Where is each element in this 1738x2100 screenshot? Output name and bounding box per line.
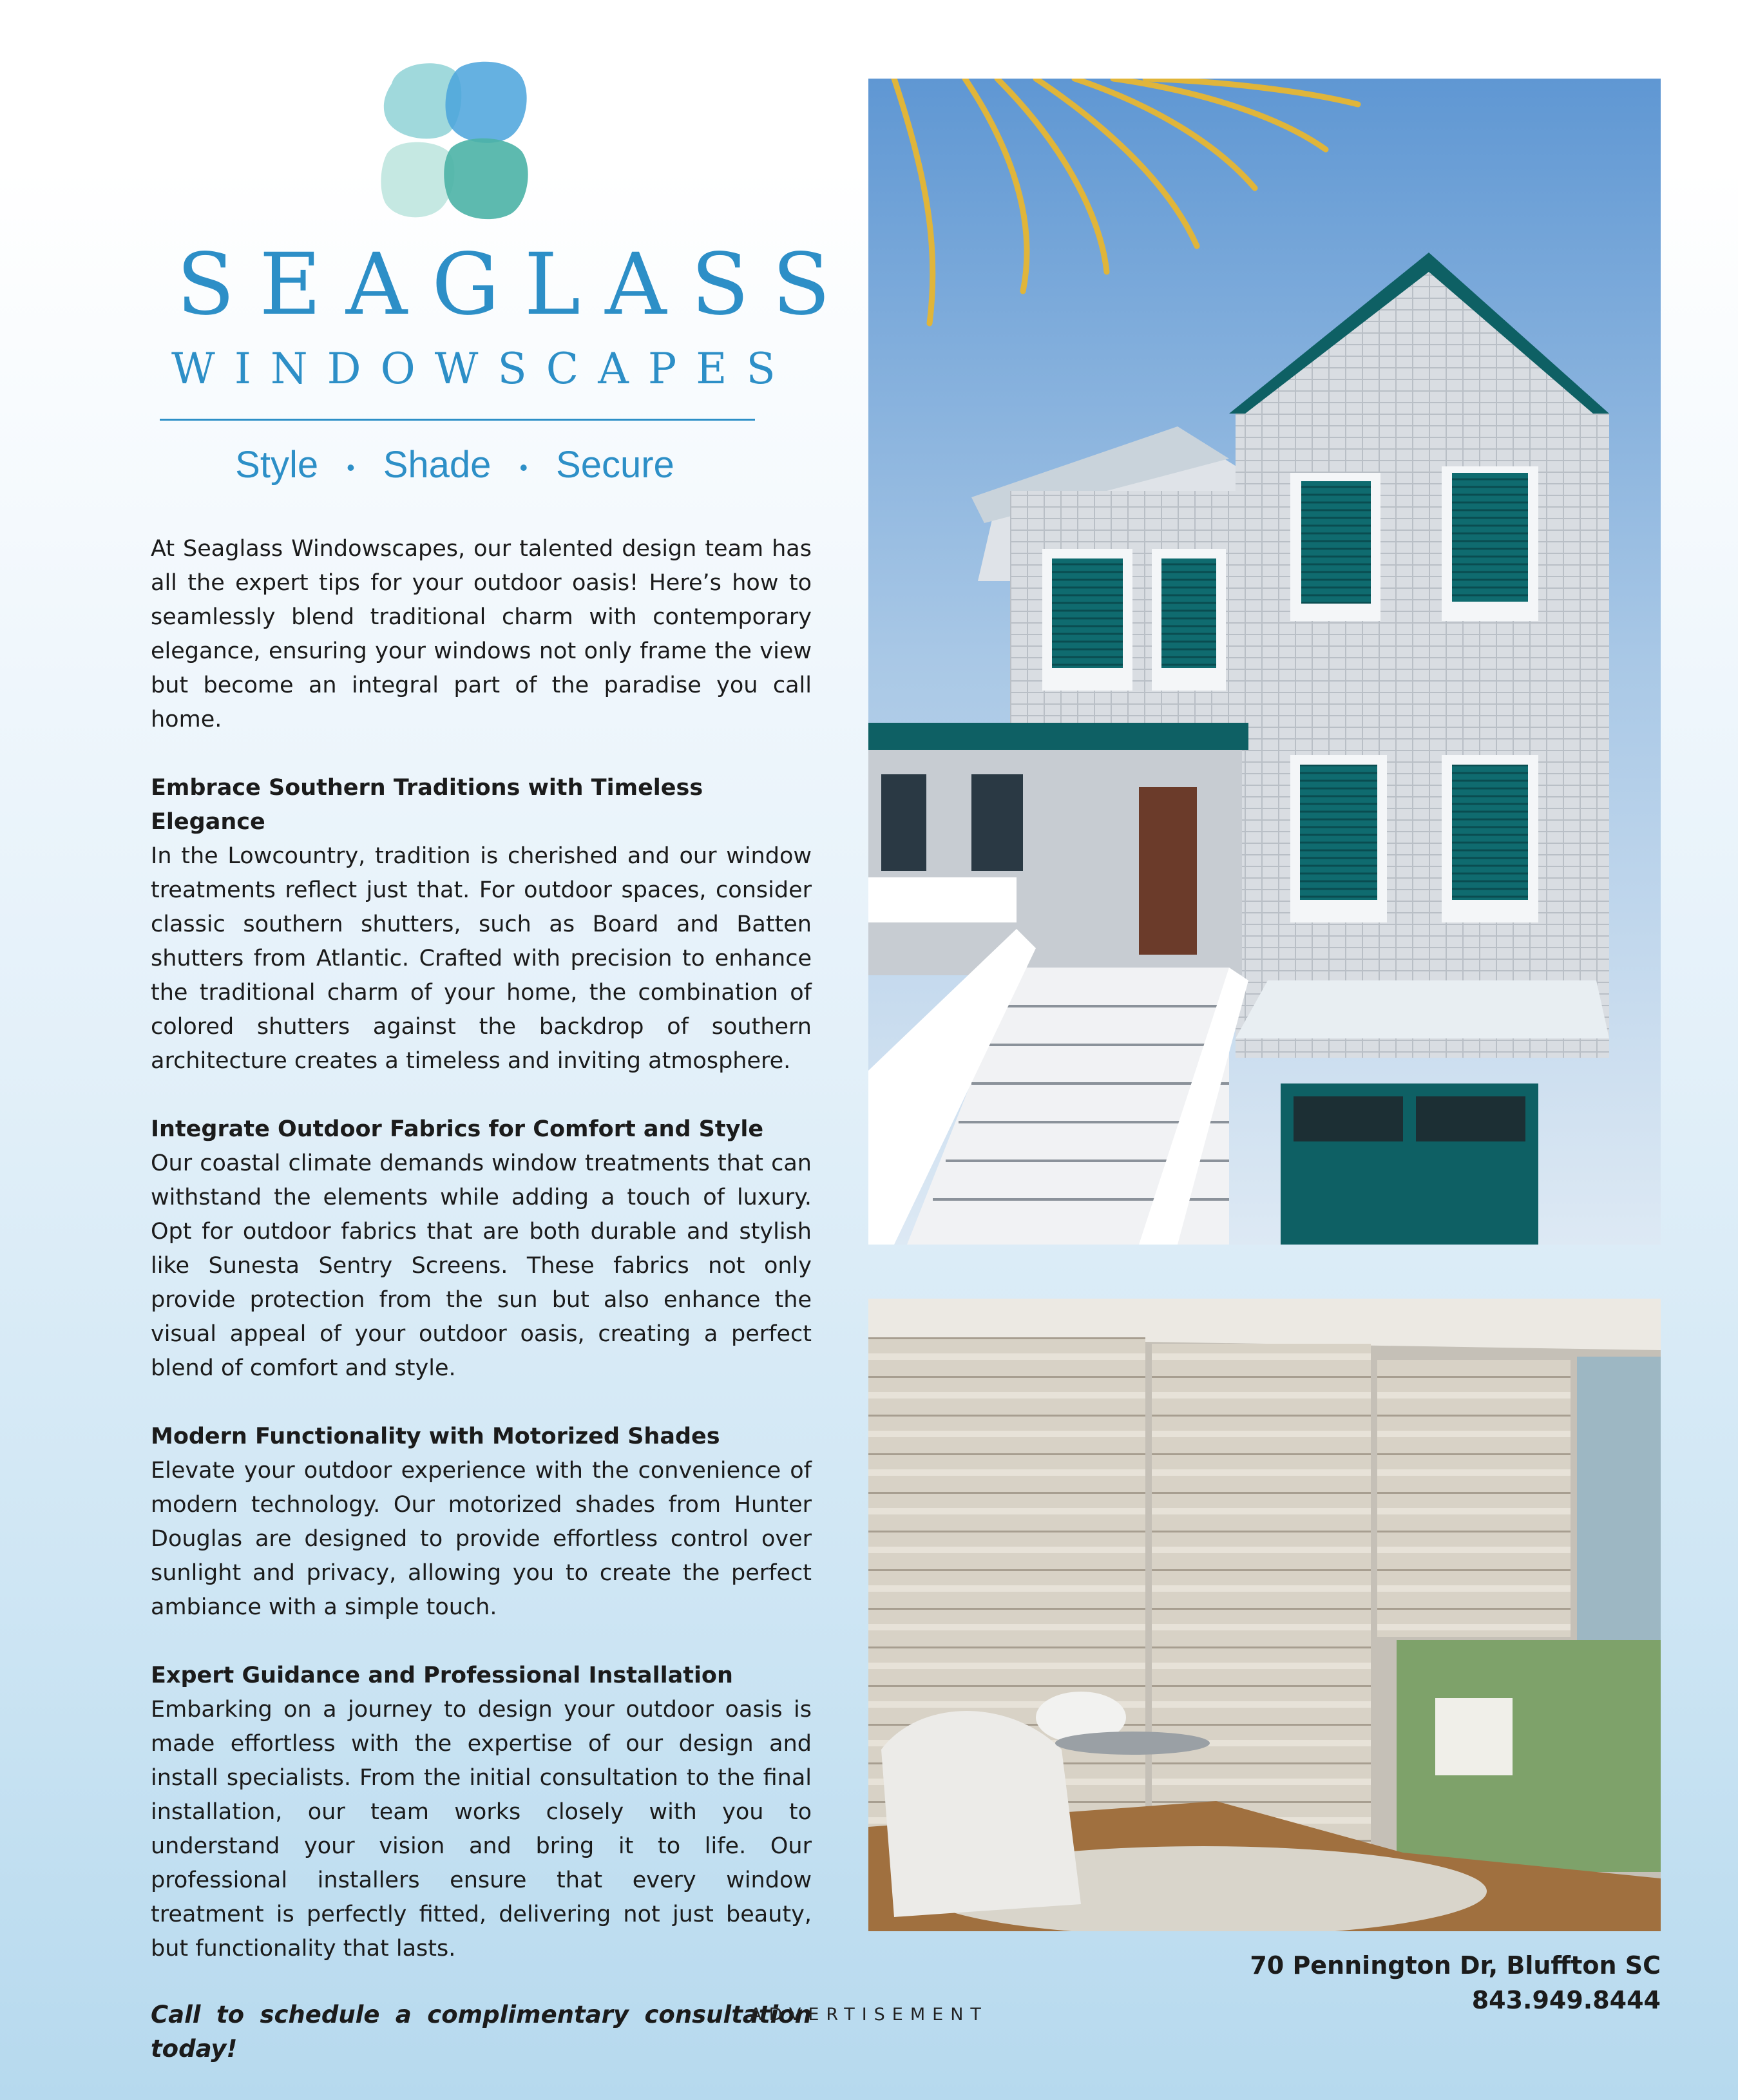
brand-subname: WINDOWSCAPES — [171, 344, 795, 394]
section-body: Elevate your outdoor experience with the convenience of modern technology. Our motorized shades from Hunter Douglas are designed to provide effortless control over sunlight and privacy, allowing you to create the perfect ambiance with a simple touch. — [151, 1458, 812, 1620]
section-body: Embarking on a journey to design your outdoor oasis is made effortless with the expertise of our design and install specialists. From the initial consultation to the final installation, our team works closely with you to understand your vision and bring it to life. Our professional installers ensure that every window treatment is perfectly fitted, delivering not just beauty, but functionality that lasts. — [151, 1697, 812, 1962]
call-to-action: Call to schedule a complimentary consultation today! — [151, 2001, 812, 2063]
section-1 — [151, 771, 812, 1078]
bullet-icon: • — [347, 453, 355, 481]
seaglass-petals-icon — [379, 58, 533, 225]
phone-number[interactable]: 843.949.8444 — [1471, 1986, 1661, 2014]
section-heading: Integrate Outdoor Fabrics for Comfort and Style — [151, 1116, 764, 1142]
article-body — [151, 532, 812, 2100]
brand-name: SEAGLASS — [177, 235, 855, 334]
section-2 — [151, 1112, 812, 1386]
section-body: In the Lowcountry, tradition is cherished and our window treatments reflect just that. For outdoor spaces, consider classic southern shutters, such as Board and Batten shutters from Atlantic. Crafted with precision to enhance the traditional charm of your home, the combination of colored shutters against the backdrop of southern architecture creates a timeless and inviting atmosphere. — [151, 843, 812, 1074]
tagline-shade: Shade — [383, 444, 492, 486]
section-heading: Modern Functionality with Motorized Shades — [151, 1424, 720, 1449]
intro-paragraph: At Seaglass Windowscapes, our talented design team has all the expert tips for your outdoor oasis! Here’s how to seamlessly blend traditional charm with contemporary elegance, ensuring your windows not only frame the view but become an integral part of the paradise you call home. — [151, 536, 812, 732]
logo-divider — [160, 419, 755, 421]
bullet-icon: • — [519, 453, 528, 481]
interior-shades-photo — [868, 1299, 1661, 1931]
section-heading: Expert Guidance and Professional Installation — [151, 1663, 733, 1688]
tagline — [152, 443, 758, 486]
tagline-style: Style — [235, 444, 319, 486]
advertisement-label: ADVERTISEMENT — [750, 2005, 988, 2025]
section-body: Our coastal climate demands window treatments that can withstand the elements while adding a touch of luxury. Opt for outdoor fabrics that are both durable and stylish like Sunesta Sentry Screens. These fabrics not only provide protection from the sun but also enhance the visual appeal of your outdoor oasis, creating a perfect blend of comfort and style. — [151, 1150, 812, 1381]
section-4 — [151, 1659, 812, 1966]
section-3 — [151, 1420, 812, 1625]
house-photo — [868, 79, 1661, 1245]
address: 70 Pennington Dr, Bluffton SC — [1250, 1951, 1661, 1980]
section-heading: Embrace Southern Traditions with Timeless Elegance — [151, 775, 703, 835]
tagline-secure: Secure — [556, 444, 674, 486]
